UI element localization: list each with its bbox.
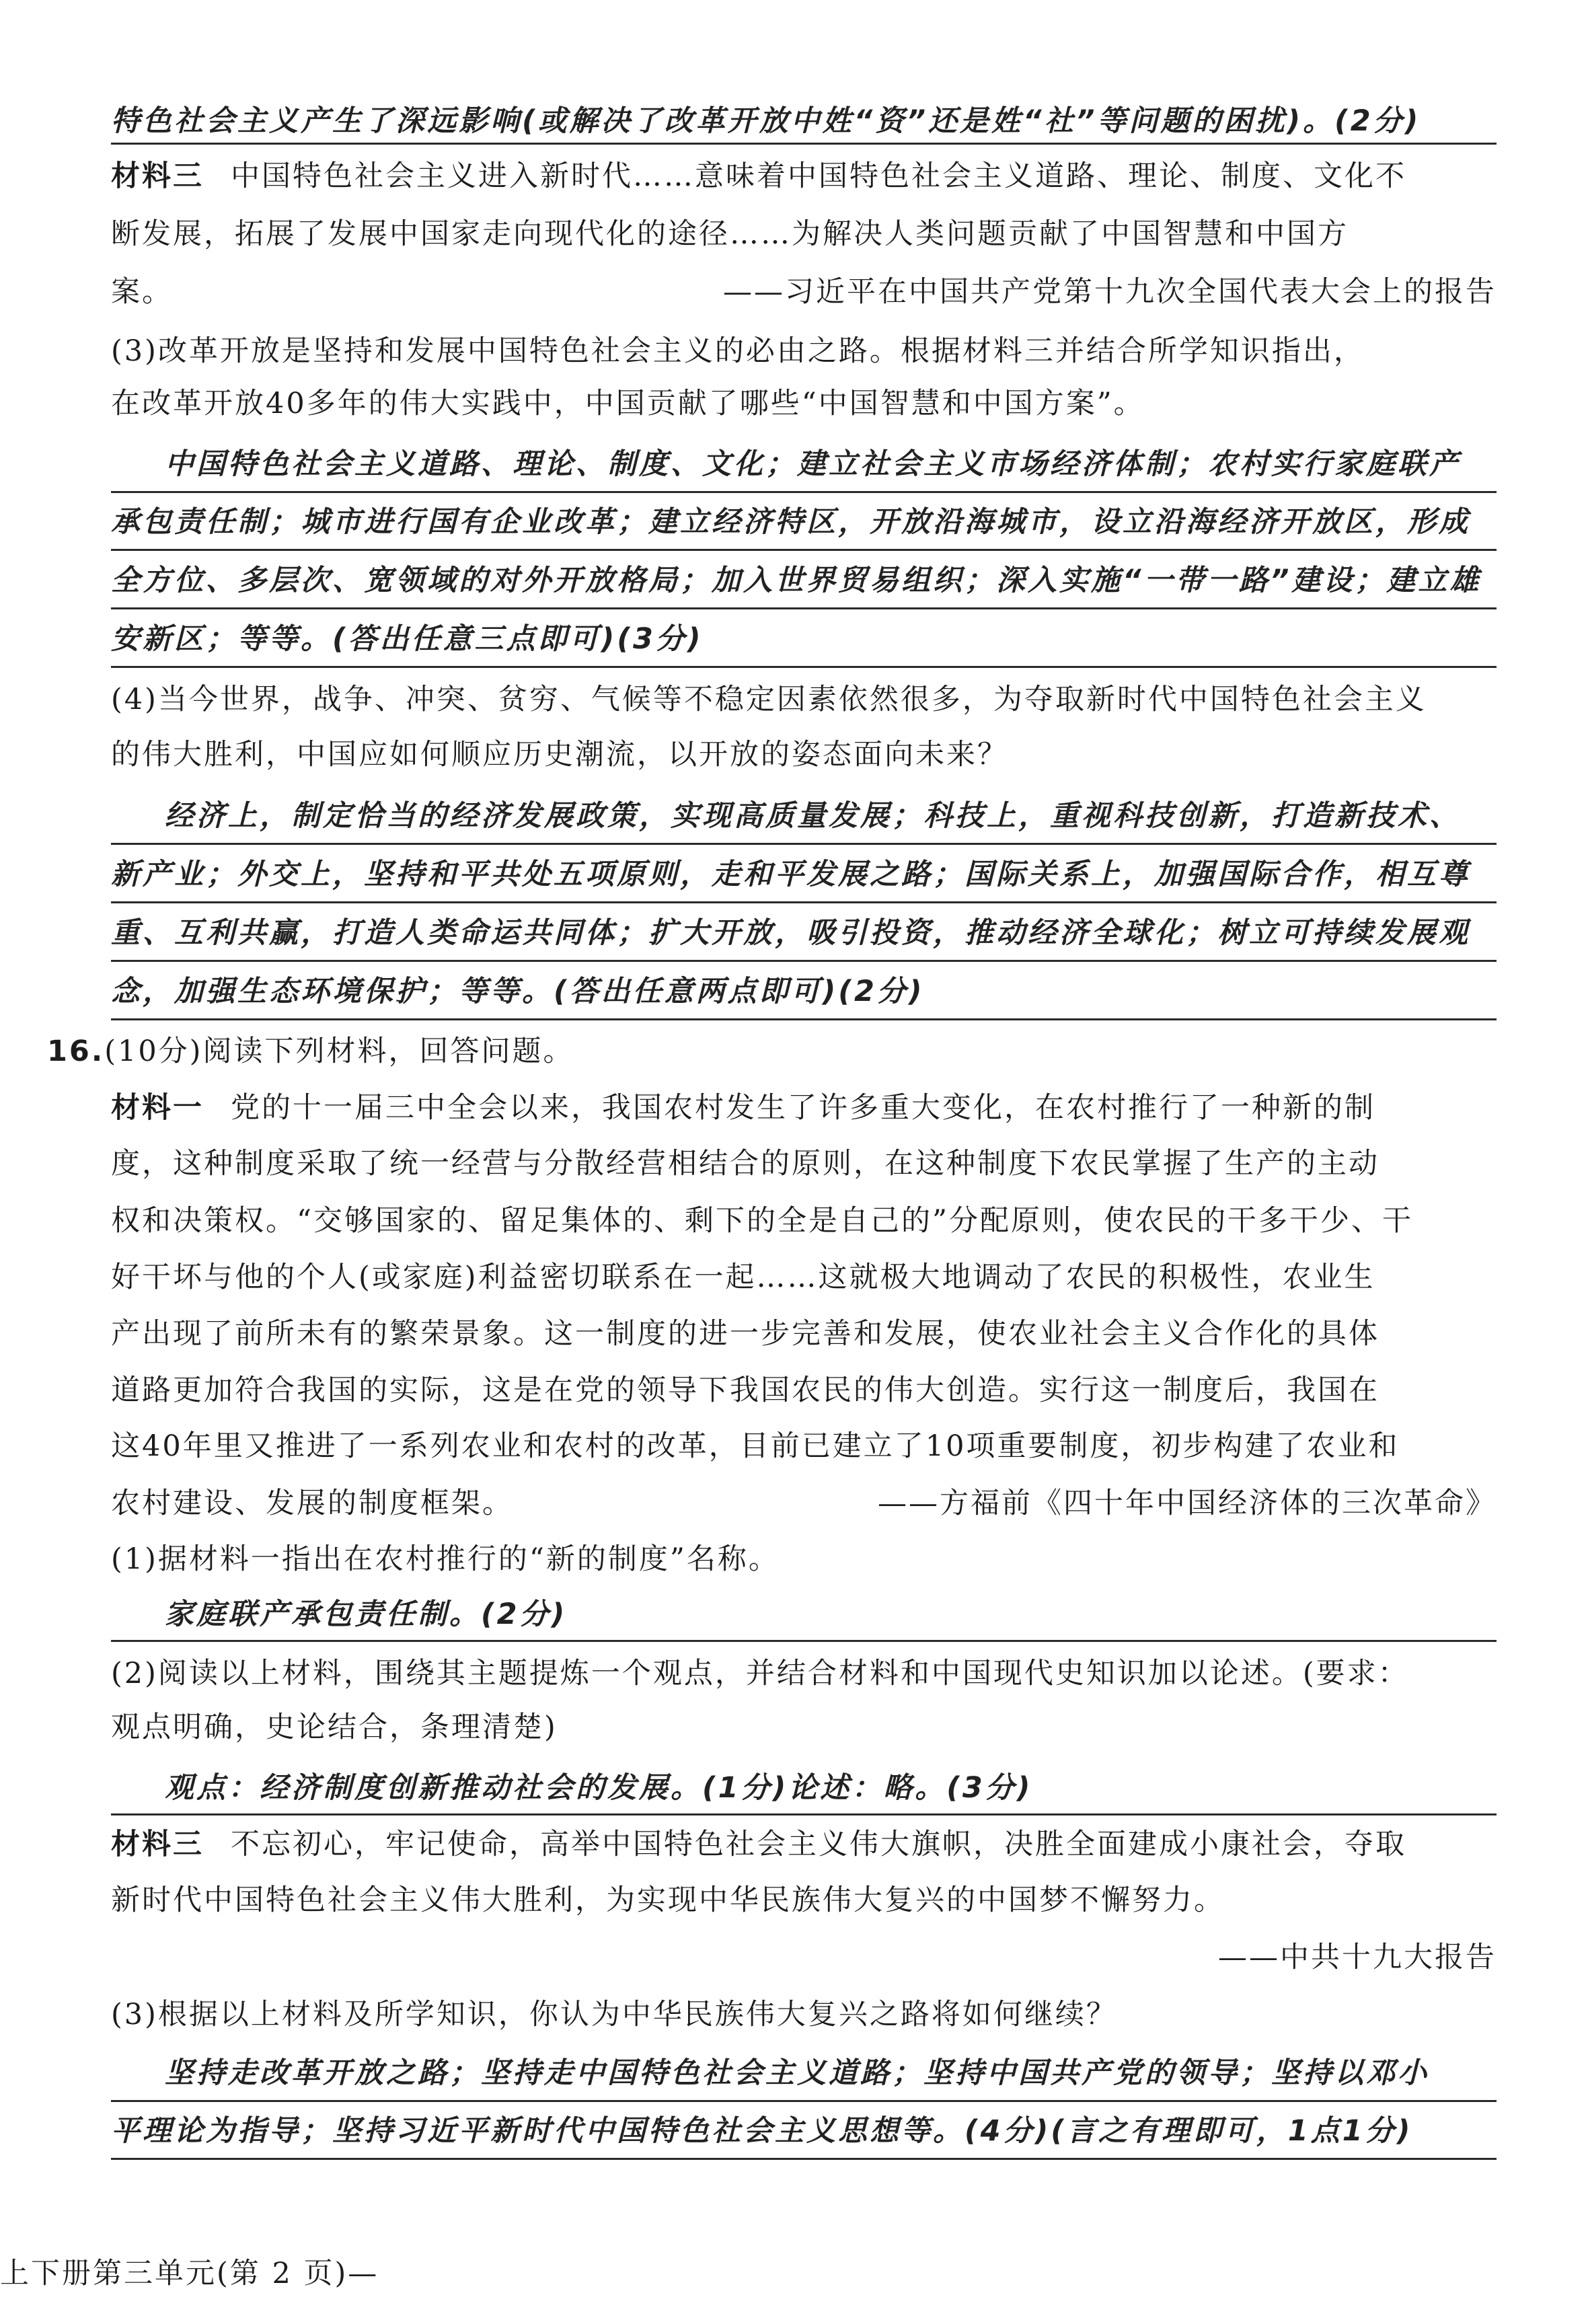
material-line: 新时代中国特色社会主义伟大胜利，为实现中华民族伟大复兴的中国梦不懈努力。 — [111, 1883, 1225, 1917]
material-label: 材料一 — [111, 1091, 204, 1125]
answer-line: 中国特色社会主义道路、理论、制度、文化；建立社会主义市场经济体制；农村实行家庭联产 — [165, 447, 1461, 481]
question-line: 在改革开放40多年的伟大实践中，中国贡献了哪些“中国智慧和中国方案”。 — [111, 387, 1145, 420]
material-label: 材料三 — [111, 159, 204, 193]
material-line: 度，这种制度采取了统一经营与分散经营相结合的原则，在这种制度下农民掌握了生产的主动 — [111, 1147, 1379, 1180]
question-line: (3)根据以上材料及所学知识，你认为中华民族伟大复兴之路将如何继续？ — [111, 1998, 1117, 2031]
material-source: ——方福前《四十年中国经济体的三次革命》 — [878, 1487, 1497, 1520]
answer-line: 特色社会主义产生了深远影响(或解决了改革开放中姓“资”还是姓“社”等问题的困扰)。(2分) — [111, 104, 1421, 138]
answer-underline — [111, 549, 1497, 551]
answer-line: 平理论为指导；坚持习近平新时代中国特色社会主义思想等。(4分)(言之有理即可，1点1分) — [111, 2114, 1413, 2148]
material-line — [111, 1088, 1497, 1128]
answer-line: 家庭联产承包责任制。(2分) — [165, 1598, 568, 1631]
question-line: 观点明确，史论结合，条理清楚) — [111, 1711, 558, 1744]
material-line: 权和决策权。“交够国家的、留足集体的、剩下的全是自己的”分配原则，使农民的干多干少、干 — [111, 1204, 1413, 1238]
question-line: (4)当今世界，战争、冲突、贫穷、气候等不稳定因素依然很多，为夺取新时代中国特色社会主义 — [111, 683, 1427, 716]
material-line: 道路更加符合我国的实际，这是在党的领导下我国农民的伟大创造。实行这一制度后，我国在 — [111, 1374, 1379, 1407]
answer-underline — [111, 143, 1497, 145]
material-line: 好干坏与他的个人(或家庭)利益密切联系在一起……这就极大地调动了农民的积极性，农业生 — [111, 1261, 1375, 1294]
answer-line: 承包责任制；城市进行国有企业改革；建立经济特区，开放沿海城市，设立沿海经济开放区，形成 — [111, 505, 1470, 539]
answer-underline — [111, 666, 1497, 668]
answer-underline — [111, 1813, 1497, 1815]
question-line: (2)阅读以上材料，围绕其主题提炼一个观点，并结合材料和中国现代史知识加以论述。(要求： — [111, 1657, 1409, 1690]
answer-underline — [111, 2158, 1497, 2160]
material-line: 这40年里又推进了一系列农业和农村的改革，目前已建立了10项重要制度，初步构建了农业和 — [111, 1429, 1400, 1463]
answer-underline — [111, 960, 1497, 962]
material-label: 材料三 — [111, 1828, 204, 1861]
answer-underline — [111, 1018, 1497, 1020]
material-source: ——中共十九大报告 — [1218, 1941, 1497, 1974]
answer-line: 坚持走改革开放之路；坚持走中国特色社会主义道路；坚持中国共产党的领导；坚持以邓小 — [165, 2056, 1429, 2090]
answer-line: 观点：经济制度创新推动社会的发展。(1分)论述：略。(3分) — [165, 1771, 1033, 1805]
material-source: ——习近平在中国共产党第十九次全国代表大会上的报告 — [723, 275, 1497, 309]
answer-underline — [111, 491, 1497, 493]
material-line: 断发展，拓展了发展中国家走向现代化的途径……为解决人类问题贡献了中国智慧和中国方 — [111, 217, 1349, 251]
material-line: 农村建设、发展的制度框架。 — [111, 1487, 513, 1520]
answer-line: 全方位、多层次、宽领域的对外开放格局；加入世界贸易组织；深入实施“一带一路”建设；建立雄 — [111, 564, 1482, 597]
answer-line: 经济上，制定恰当的经济发展政策，实现高质量发展；科技上，重视科技创新，打造新技术、 — [165, 799, 1461, 833]
answer-underline — [111, 2100, 1497, 2102]
material-line: 产出现了前所未有的繁荣景象。这一制度的进一步完善和发展，使农业社会主义合作化的具体 — [111, 1317, 1379, 1351]
material-text: 党的十一届三中全会以来，我国农村发生了许多重大变化，在农村推行了一种新的制 — [231, 1091, 1375, 1125]
material-line — [111, 1824, 1497, 1865]
answer-underline — [111, 901, 1497, 903]
answer-underline — [111, 843, 1497, 845]
question-line: (3)改革开放是坚持和发展中国特色社会主义的必由之路。根据材料三并结合所学知识指出， — [111, 334, 1365, 368]
answer-line: 念，加强生态环境保护；等等。(答出任意两点即可)(2分) — [111, 975, 925, 1008]
answer-underline — [111, 607, 1497, 609]
question-number: 16. — [47, 1035, 105, 1068]
page-footer: 上下册第三单元(第 2 页)— — [0, 2257, 379, 2290]
question-line: 的伟大胜利，中国应如何顺应历史潮流，以开放的姿态面向未来？ — [111, 738, 1008, 772]
material-line — [111, 156, 1497, 196]
material-text: 不忘初心，牢记使命，高举中国特色社会主义伟大旗帜，决胜全面建成小康社会，夺取 — [231, 1828, 1406, 1861]
material-text: 中国特色社会主义进入新时代……意味着中国特色社会主义道路、理论、制度、文化不 — [231, 159, 1406, 193]
answer-line: 重、互利共赢，打造人类命运共同体；扩大开放，吸引投资，推动经济全球化；树立可持续发展观 — [111, 916, 1470, 950]
question-intro: (10分)阅读下列材料，回答问题。 — [104, 1035, 574, 1068]
question-heading — [47, 1031, 1497, 1072]
material-line: 案。 — [111, 275, 173, 309]
answer-underline — [111, 1640, 1497, 1642]
answer-line: 新产业；外交上，坚持和平共处五项原则，走和平发展之路；国际关系上，加强国际合作，相互尊 — [111, 858, 1470, 891]
answer-line: 安新区；等等。(答出任意三点即可)(3分) — [111, 622, 704, 656]
question-line: (1)据材料一指出在农村推行的“新的制度”名称。 — [111, 1542, 780, 1576]
